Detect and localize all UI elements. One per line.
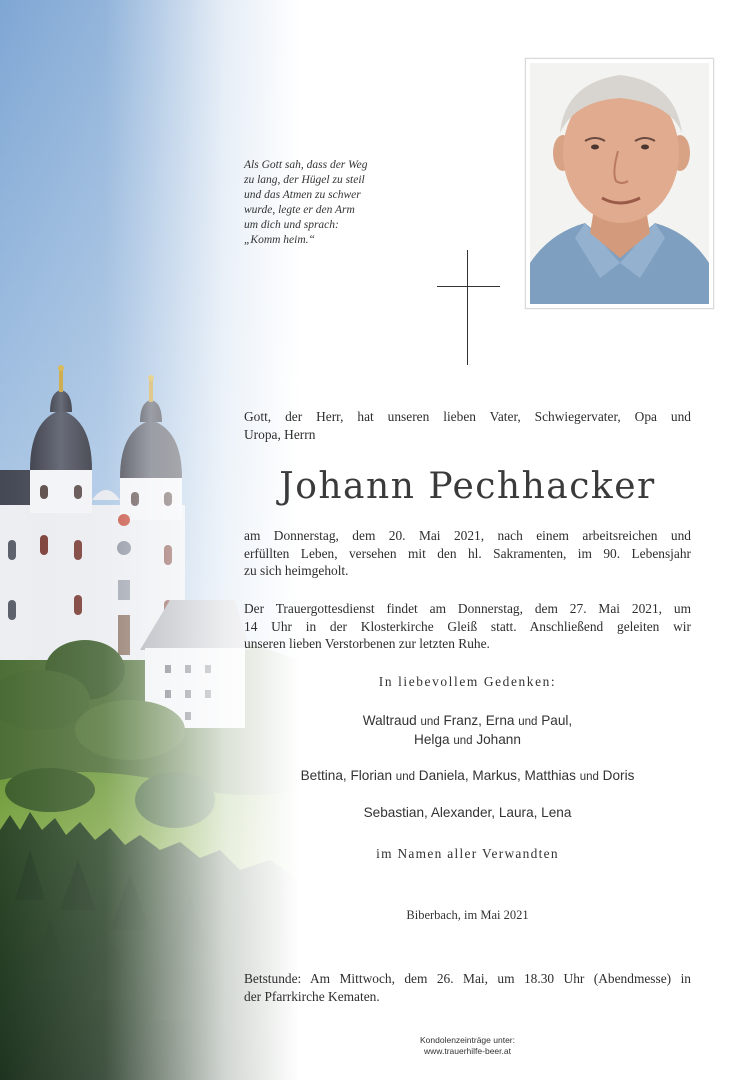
quote-line: um dich und sprach: bbox=[244, 219, 339, 231]
relatives-line: im Namen aller Verwandten bbox=[376, 846, 559, 861]
condolence-label: Kondolenzeinträge unter: bbox=[420, 1035, 515, 1045]
condolence-info bbox=[244, 1035, 691, 1057]
quote-poem bbox=[244, 158, 414, 248]
family-name: Waltraud bbox=[362, 713, 417, 728]
und-connector: und bbox=[453, 735, 473, 747]
prayer-line: der Pfarrkirche Kematen. bbox=[244, 988, 380, 1004]
intro-text bbox=[244, 408, 691, 443]
family-children-line-2 bbox=[244, 732, 691, 747]
family-name: Paul, bbox=[541, 713, 573, 728]
death-notice-line: am Donnerstag, dem 20. Mai 2021, nach einem arbeitsreichen und bbox=[244, 528, 691, 543]
family-name: Helga bbox=[414, 732, 450, 747]
family-name: Bettina, Florian bbox=[300, 768, 393, 783]
portrait-photo bbox=[530, 63, 709, 304]
intro-line: Uropa, Herrn bbox=[244, 426, 316, 442]
intro-line: Gott, der Herr, hat unseren lieben Vater, Schwiegervater, Opa und bbox=[244, 409, 691, 424]
und-connector: und bbox=[395, 771, 415, 783]
prayer-line: Betstunde: Am Mittwoch, dem 26. Mai, um 18.30 Uhr (Abendmesse) in bbox=[244, 971, 691, 986]
und-connector: und bbox=[579, 771, 599, 783]
family-great-grandchildren-line: Sebastian, Alexander, Laura, Lena bbox=[363, 805, 572, 820]
family-name: Franz, Erna bbox=[443, 713, 515, 728]
und-connector: und bbox=[420, 716, 440, 728]
memorial-heading: In liebevollem Gedenken: bbox=[378, 674, 557, 689]
funeral-text bbox=[244, 600, 691, 653]
funeral-line: unseren lieben Verstorbenen zur letzten Ruhe. bbox=[244, 636, 490, 651]
funeral-line: Der Trauergottesdienst findet am Donnerstag, dem 27. Mai 2021, um bbox=[244, 601, 691, 616]
portrait-photo-frame bbox=[525, 58, 714, 309]
place-date: Biberbach, im Mai 2021 bbox=[406, 908, 529, 922]
prayer-text bbox=[244, 970, 691, 1005]
family-name: Daniela, Markus, Matthias bbox=[418, 768, 576, 783]
quote-line: Als Gott sah, dass der Weg bbox=[244, 159, 368, 171]
quote-line: zu lang, der Hügel zu steil bbox=[244, 174, 365, 186]
quote-line: „Komm heim.“ bbox=[244, 234, 315, 246]
family-name: Doris bbox=[602, 768, 635, 783]
death-notice-line: erfüllten Leben, versehen mit den hl. Sakramenten, im 90. Lebensjahr bbox=[244, 545, 691, 561]
funeral-line: 14 Uhr in der Klosterkirche Gleiß statt. Anschließend geleiten wir bbox=[244, 618, 691, 634]
und-connector: und bbox=[518, 716, 538, 728]
family-grandchildren-line bbox=[244, 768, 691, 783]
death-notice-text bbox=[244, 527, 691, 580]
deceased-name: Johann Pechhacker bbox=[279, 466, 656, 507]
family-name: Johann bbox=[476, 732, 521, 747]
family-children-line-1 bbox=[244, 713, 691, 728]
condolence-url[interactable]: www.trauerhilfe-beer.at bbox=[424, 1046, 511, 1056]
death-notice-line: zu sich heimgeholt. bbox=[244, 563, 349, 578]
quote-line: und das Atmen zu schwer bbox=[244, 189, 361, 201]
quote-line: wurde, legte er den Arm bbox=[244, 204, 355, 216]
